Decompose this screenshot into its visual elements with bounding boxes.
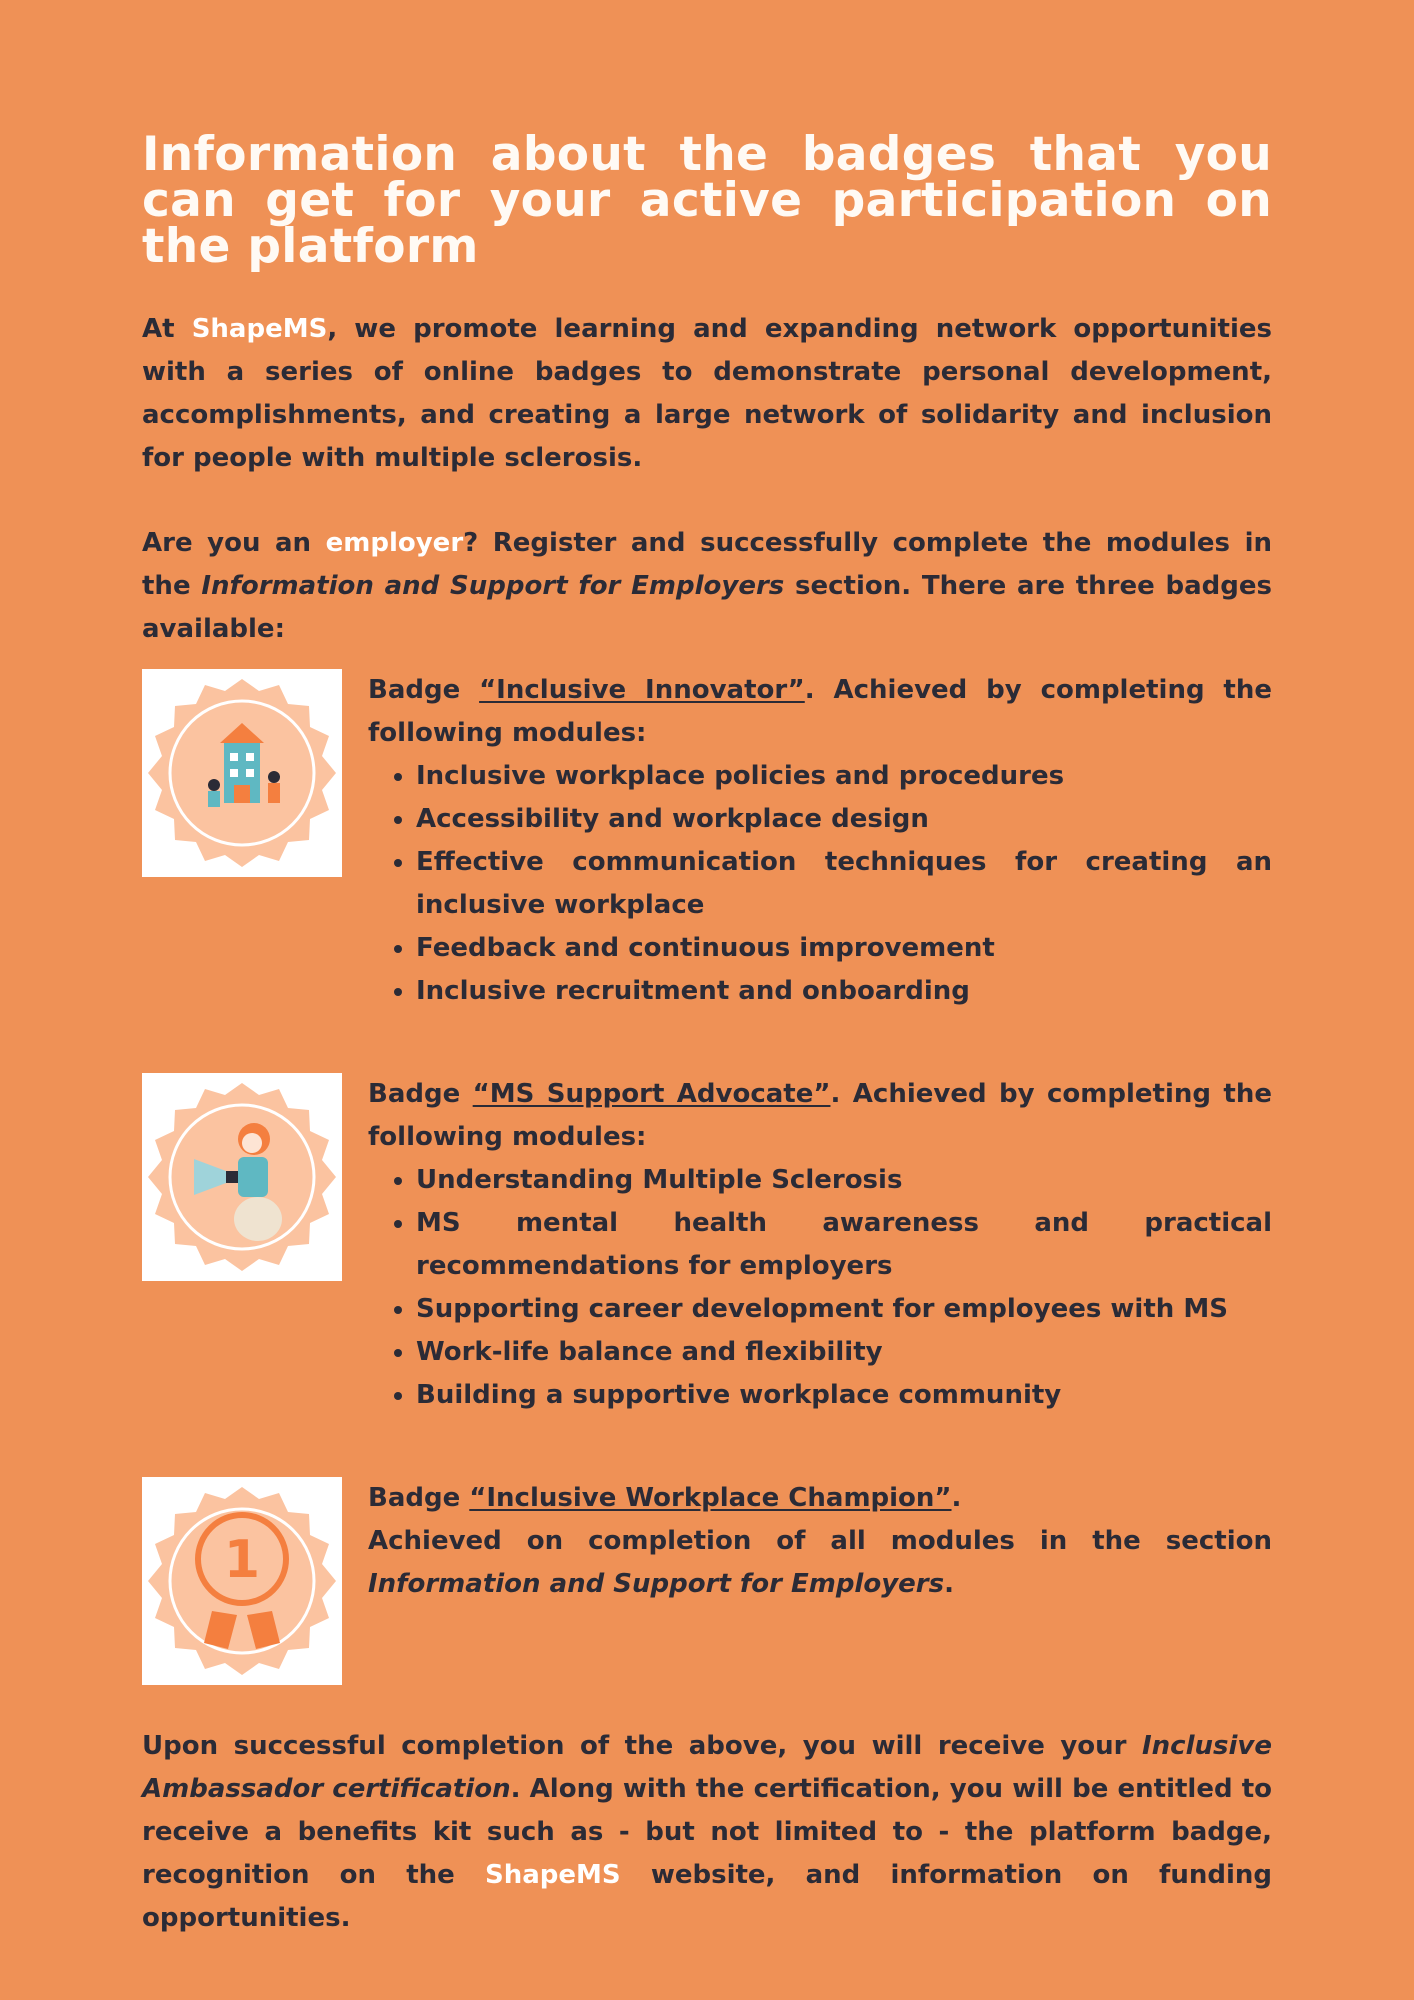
module-list-inclusive-innovator bbox=[368, 755, 1272, 1013]
employer-pre: Are you an bbox=[142, 528, 326, 558]
page-title: Information about the badges that you can get for your active participation on the platform bbox=[142, 127, 1272, 274]
megaphone-woman-icon bbox=[142, 1077, 342, 1277]
badge-title-ms-support-advocate bbox=[368, 1073, 1272, 1159]
badge-title-inclusive-workplace-champion bbox=[368, 1477, 1272, 1520]
closing-post: website, and information on funding opportunities. bbox=[142, 1860, 1272, 1933]
list-item: • Supporting career development for employees with MS bbox=[416, 1288, 1272, 1331]
employer-paragraph bbox=[142, 522, 1272, 651]
intro-pre: At bbox=[142, 314, 192, 344]
list-item: • Inclusive workplace policies and procedures bbox=[416, 755, 1272, 798]
badge-prefix: Badge bbox=[368, 1079, 473, 1109]
badge-ms-support-advocate bbox=[142, 1073, 1272, 1417]
closing-paragraph bbox=[142, 1725, 1272, 1940]
badge-image-inclusive-innovator bbox=[142, 669, 342, 877]
badge-name-inclusive-innovator: “Inclusive Innovator” bbox=[479, 675, 805, 705]
brand-name: ShapeMS bbox=[485, 1860, 621, 1890]
badge-desc: . Achieved by completing the following modules: bbox=[368, 1079, 1273, 1152]
achievement-section: Information and Support for Employers bbox=[368, 1569, 945, 1599]
badge-achievement-text bbox=[368, 1520, 1272, 1606]
badge-inclusive-workplace-champion bbox=[142, 1477, 1272, 1685]
closing-pre: Upon successful completion of the above, you will receive your bbox=[142, 1731, 1142, 1761]
badge-desc: . bbox=[951, 1483, 962, 1513]
brand-name: ShapeMS bbox=[191, 314, 328, 344]
list-item: • Understanding Multiple Sclerosis bbox=[416, 1159, 1272, 1202]
section-name: Information and Support for Employers bbox=[201, 571, 785, 601]
employer-highlight: employer bbox=[325, 528, 464, 558]
employer-mid: ? Register and successfully complete the modules in the bbox=[142, 528, 1272, 601]
medal-number: 1 bbox=[223, 1530, 261, 1590]
badge-prefix: Badge bbox=[368, 675, 480, 705]
achievement-post: . bbox=[944, 1569, 954, 1599]
closing-mid: . Along with the certification, you will be entitled to receive a benefits kit such as - but not limited to - the platform badge, recognition on the bbox=[142, 1774, 1272, 1890]
intro-post: , we promote learning and expanding network opportunities with a series of online badges to demonstrate personal development, accomplishments, and creating a large network of solidarity and inclusion for people with multiple sclerosis. bbox=[142, 314, 1272, 473]
badge-prefix: Badge bbox=[368, 1483, 470, 1513]
building-team-icon bbox=[142, 673, 342, 873]
list-item: • Work-life balance and flexibility bbox=[416, 1331, 1272, 1374]
achievement-pre: Achieved on completion of all modules in the section bbox=[368, 1526, 1272, 1556]
list-item: • Inclusive recruitment and onboarding bbox=[416, 970, 1272, 1013]
certification-name: Inclusive Ambassador certification bbox=[142, 1731, 1272, 1804]
badge-image-ms-support-advocate bbox=[142, 1073, 342, 1281]
badge-name-ms-support-advocate: “MS Support Advocate” bbox=[472, 1079, 831, 1109]
intro-paragraph bbox=[142, 308, 1272, 480]
badge-title-inclusive-innovator bbox=[368, 669, 1272, 755]
badge-image-inclusive-workplace-champion bbox=[142, 1477, 342, 1685]
medal-icon bbox=[142, 1481, 342, 1681]
list-item: • Building a supportive workplace community bbox=[416, 1374, 1272, 1417]
badge-inclusive-innovator bbox=[142, 669, 1272, 1013]
badge-name-inclusive-workplace-champion: “Inclusive Workplace Champion” bbox=[469, 1483, 952, 1513]
list-item: • MS mental health awareness and practical recommendations for employers bbox=[416, 1202, 1272, 1288]
employer-post: section. There are three badges available: bbox=[142, 571, 1273, 644]
module-list-ms-support-advocate bbox=[368, 1159, 1272, 1417]
badge-desc: . Achieved by completing the following modules: bbox=[368, 675, 1272, 748]
list-item: • Feedback and continuous improvement bbox=[416, 927, 1272, 970]
list-item: • Effective communication techniques for creating an inclusive workplace bbox=[416, 841, 1272, 927]
list-item: • Accessibility and workplace design bbox=[416, 798, 1272, 841]
